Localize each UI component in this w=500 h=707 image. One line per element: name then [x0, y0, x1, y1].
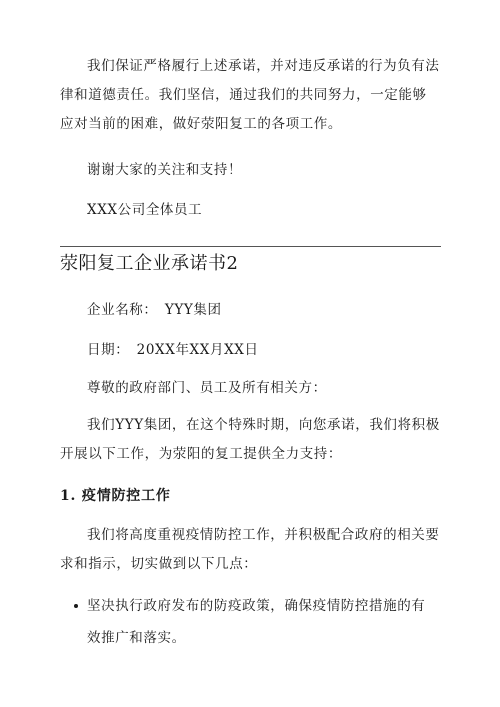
paragraph-thanks: 谢谢大家的关注和支持！: [87, 162, 243, 178]
bullet-icon: [74, 604, 78, 608]
heading-epidemic-prevention: 1. 疫情防控工作: [60, 488, 171, 504]
signature-line: XXX公司全体员工: [87, 202, 203, 218]
paragraph-commitment: 我们保证严格履行上述承诺，并对违反承诺的行为负有法律和道德责任。我们坚信，通过我们的共同努力，一定能够应对当前的困难，做好荥阳复工的各项工作。: [60, 58, 440, 132]
section-title: 荥阳复工企业承诺书2: [60, 253, 239, 274]
bullet-item: 坚决执行政府发布的防疫政策，确保疫情防控措施的有效推广和落实。: [87, 598, 426, 646]
section-divider: [60, 246, 441, 247]
intro-paragraph: 我们YYY集团，在这个特殊时期，向您承诺，我们将积极开展以下工作，为荥阳的复工提供全力支持：: [60, 417, 440, 462]
date-line: 日期： 20XX年XX月XX日: [87, 342, 259, 358]
salutation-line: 尊敬的政府部门、员工及所有相关方：: [87, 380, 327, 396]
company-name-line: 企业名称： YYY集团: [87, 302, 222, 318]
heading1-body: 我们将高度重视疫情防控工作，并积极配合政府的相关要求和指示，切实做到以下几点：: [60, 527, 440, 572]
